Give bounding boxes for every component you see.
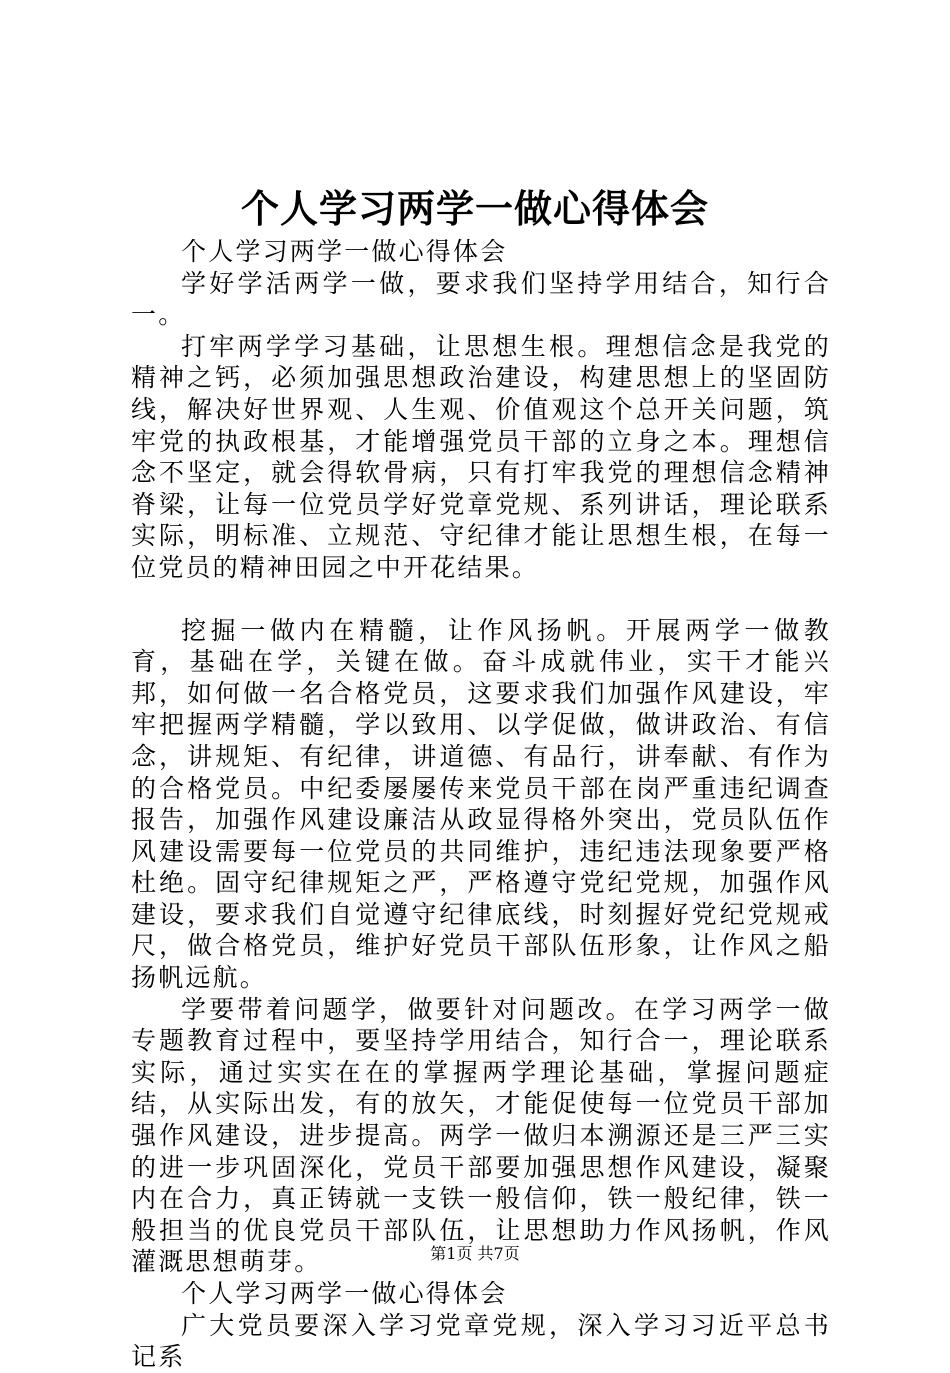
document-body [131,236,831,1373]
paragraph-heading-repeat: 个人学习两学一做心得体会 [181,1279,508,1308]
page-number-footer: 第1页 共7页 [430,1244,520,1263]
paragraph-foundation: 打牢两学学习基础，让思想生根。理想信念是我党的精神之钙，必须加强思想政治建设，构建思想上的坚固防线，解决好世界观、人生观、价值观这个总开关问题，筑牢党的执政根基，才能增强党员干部的立身之本。理想信念不坚定，就会得软骨病，只有打牢我党的理想信念精神脊梁，让每一位党员学好党章党规、系列讲话，理论联系实际，明标准、立规范、守纪律才能让思想生根，在每一位党员的精神田园之中开花结果。 [131,331,831,582]
paragraph-style: 挖掘一做内在精髓，让作风扬帆。开展两学一做教育，基础在学，关键在做。奋斗成就伟业，实干才能兴邦，如何做一名合格党员，这要求我们加强作风建设，牢牢把握两学精髓，学以致用、以学促做，做讲政治、有信念，讲规矩、有纪律，讲道德、有品行，讲奉献、有作为的合格党员。中纪委屡屡传来党员干部在岗严重违纪调查报告，加强作风建设廉洁从政显得格外突出，党员队伍作风建设需要每一位党员的共同维护，违纪违法现象要严格杜绝。固守纪律规矩之严，严格遵守党纪党规，加强作风建设，要求我们自觉遵守纪律底线，时刻握好党纪党规戒尺，做合格党员，维护好党员干部队伍形象，让作风之船扬帆远航。 [131,615,831,993]
paragraph-intro: 学好学活两学一做，要求我们坚持学用结合，知行合一。 [131,268,831,330]
paragraph-heading: 个人学习两学一做心得体会 [181,237,508,266]
document-title: 个人学习两学一做心得体会 [240,186,709,231]
paragraph-continued: 广大党员要深入学习党章党规，深入学习习近平总书记系 [131,1310,831,1372]
paragraph-problems: 学要带着问题学，做要针对问题改。在学习两学一做专题教育过程中，要坚持学用结合，知行合一，理论联系实际，通过实实在在的掌握两学理论基础，掌握问题症结，从实际出发，有的放矢，才能促使每一位党员干部加强作风建设，进步提高。两学一做归本溯源还是三严三实的进一步巩固深化，党员干部要加强思想作风建设，凝聚内在合力，真正铸就一支铁一般信仰，铁一般纪律，铁一般担当的优良党员干部队伍，让思想助力作风扬帆，作风灌溉思想萌芽。 [131,994,831,1277]
